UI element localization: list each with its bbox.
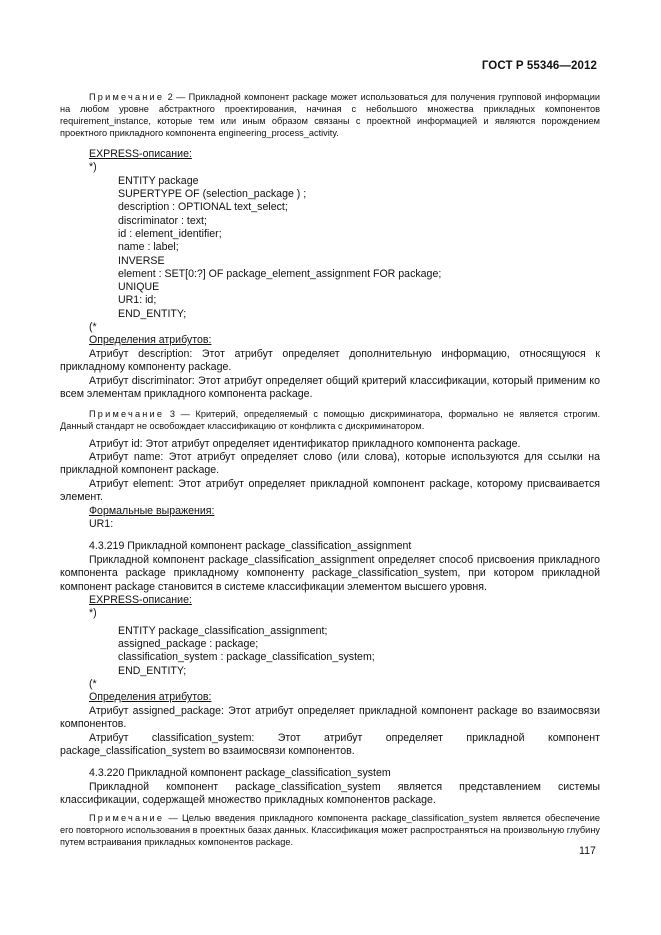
code-line: END_ENTITY; bbox=[118, 307, 187, 320]
code-line: name : label; bbox=[118, 241, 179, 254]
attributes-label: Определения атрибутов: bbox=[89, 334, 212, 347]
attributes-label: Определения атрибутов: bbox=[89, 691, 212, 704]
express-label: EXPRESS-описание: bbox=[89, 593, 192, 606]
attr-id: Атрибут id: Этот атрибут определяет идентификатор прикладного компонента package. bbox=[89, 437, 521, 450]
code-line: UR1: id; bbox=[118, 294, 157, 307]
note-lead: Примечание bbox=[89, 812, 165, 823]
express-close: (* bbox=[89, 321, 97, 334]
note-text: 3 — Критерий, определяемый с помощью дискриминатора, формально не является строгим. Данный стандарт не освобождает классификацию от конфликта с дискриминатором. bbox=[60, 408, 600, 431]
code-line: ENTITY package bbox=[118, 174, 199, 187]
note-2 bbox=[60, 91, 600, 139]
attr-element: Атрибут element: Этот атрибут определяет прикладной компонент package, которому присваивается элемент. bbox=[60, 477, 600, 504]
code-line: assigned_package : package; bbox=[118, 638, 259, 651]
section-4-3-220-text: Прикладной компонент package_classification_system является представлением системы классификации, содержащей множество прикладных компонентов package. bbox=[60, 780, 600, 807]
code-line: ENTITY package_classification_assignment; bbox=[118, 624, 328, 637]
express-close: (* bbox=[89, 677, 97, 690]
express-label: EXPRESS-описание: bbox=[89, 148, 192, 160]
code-line: INVERSE bbox=[118, 254, 165, 267]
section-4-3-220-heading: 4.3.220 Прикладной компонент package_classification_system bbox=[89, 767, 391, 780]
note-section-220 bbox=[60, 812, 600, 848]
formal-ur1: UR1: bbox=[89, 517, 114, 530]
section-4-3-219-heading: 4.3.219 Прикладной компонент package_classification_assignment bbox=[89, 540, 412, 553]
express-open: *) bbox=[89, 607, 97, 620]
note-3 bbox=[60, 408, 600, 432]
express-open: *) bbox=[89, 161, 97, 174]
page-number: 117 bbox=[579, 845, 596, 857]
code-line: element : SET[0:?] OF package_element_assignment FOR package; bbox=[118, 267, 442, 280]
formal-label: Формальные выражения: bbox=[89, 504, 215, 517]
code-line: SUPERTYPE OF (selection_package ) ; bbox=[118, 188, 307, 201]
code-line: classification_system : package_classification_system; bbox=[118, 651, 375, 664]
attr-description: Атрибут description: Этот атрибут определяет дополнительную информацию, относящуюся к прикладному компоненту package. bbox=[60, 347, 600, 374]
attr-assigned-package: Атрибут assigned_package: Этот атрибут определяет прикладной компонент package во взаимосвязи компонентов. bbox=[60, 704, 600, 731]
note-lead: Примечание bbox=[89, 408, 165, 419]
note-text: 2 — Прикладной компонент package может использоваться для получения групповой информации на любом уровне абстрактного проектирования, начиная с небольшого множества прикладных компонентов requirement_instance, которые тем или иным образом связаны с проектной информацией и являются порождением проектного прикладного компонента engineering_process_activity. bbox=[60, 92, 600, 138]
code-line: id : element_identifier; bbox=[118, 228, 222, 240]
code-line: description : OPTIONAL text_select; bbox=[118, 201, 288, 214]
attr-classification-system: Атрибут classification_system: Этот атрибут определяет прикладной компонент package_classification_system во взаимосвязи компонентов. bbox=[60, 731, 600, 758]
section-4-3-219-text: Прикладной компонент package_classification_assignment определяет способ присвоения прикладного компонента package прикладному компоненту package_classification_system, при котором прикладной компонент package становится в системе классификации элементом высшего уровня. bbox=[60, 553, 600, 593]
note-lead: Примечание bbox=[89, 92, 165, 102]
code-line: discriminator : text; bbox=[118, 214, 207, 227]
attr-discriminator: Атрибут discriminator: Этот атрибут определяет общий критерий классификации, который применим ко всем элементам прикладного компонента package. bbox=[60, 374, 600, 401]
attr-name: Атрибут name: Этот атрибут определяет слово (или слова), которые используются для ссылки на прикладной компонент package. bbox=[60, 450, 600, 477]
page-header-standard: ГОСТ Р 55346—2012 bbox=[481, 60, 597, 72]
page-content bbox=[60, 91, 600, 848]
code-line: END_ENTITY; bbox=[118, 664, 187, 677]
note-text: — Целью введения прикладного компонента package_classification_system является обеспечение его повторного использования в проектных базах данных. Классификация может распространяться на произвольную глубину путем встраивания прикладных компонентов package. bbox=[60, 812, 600, 847]
code-line: UNIQUE bbox=[118, 281, 160, 294]
